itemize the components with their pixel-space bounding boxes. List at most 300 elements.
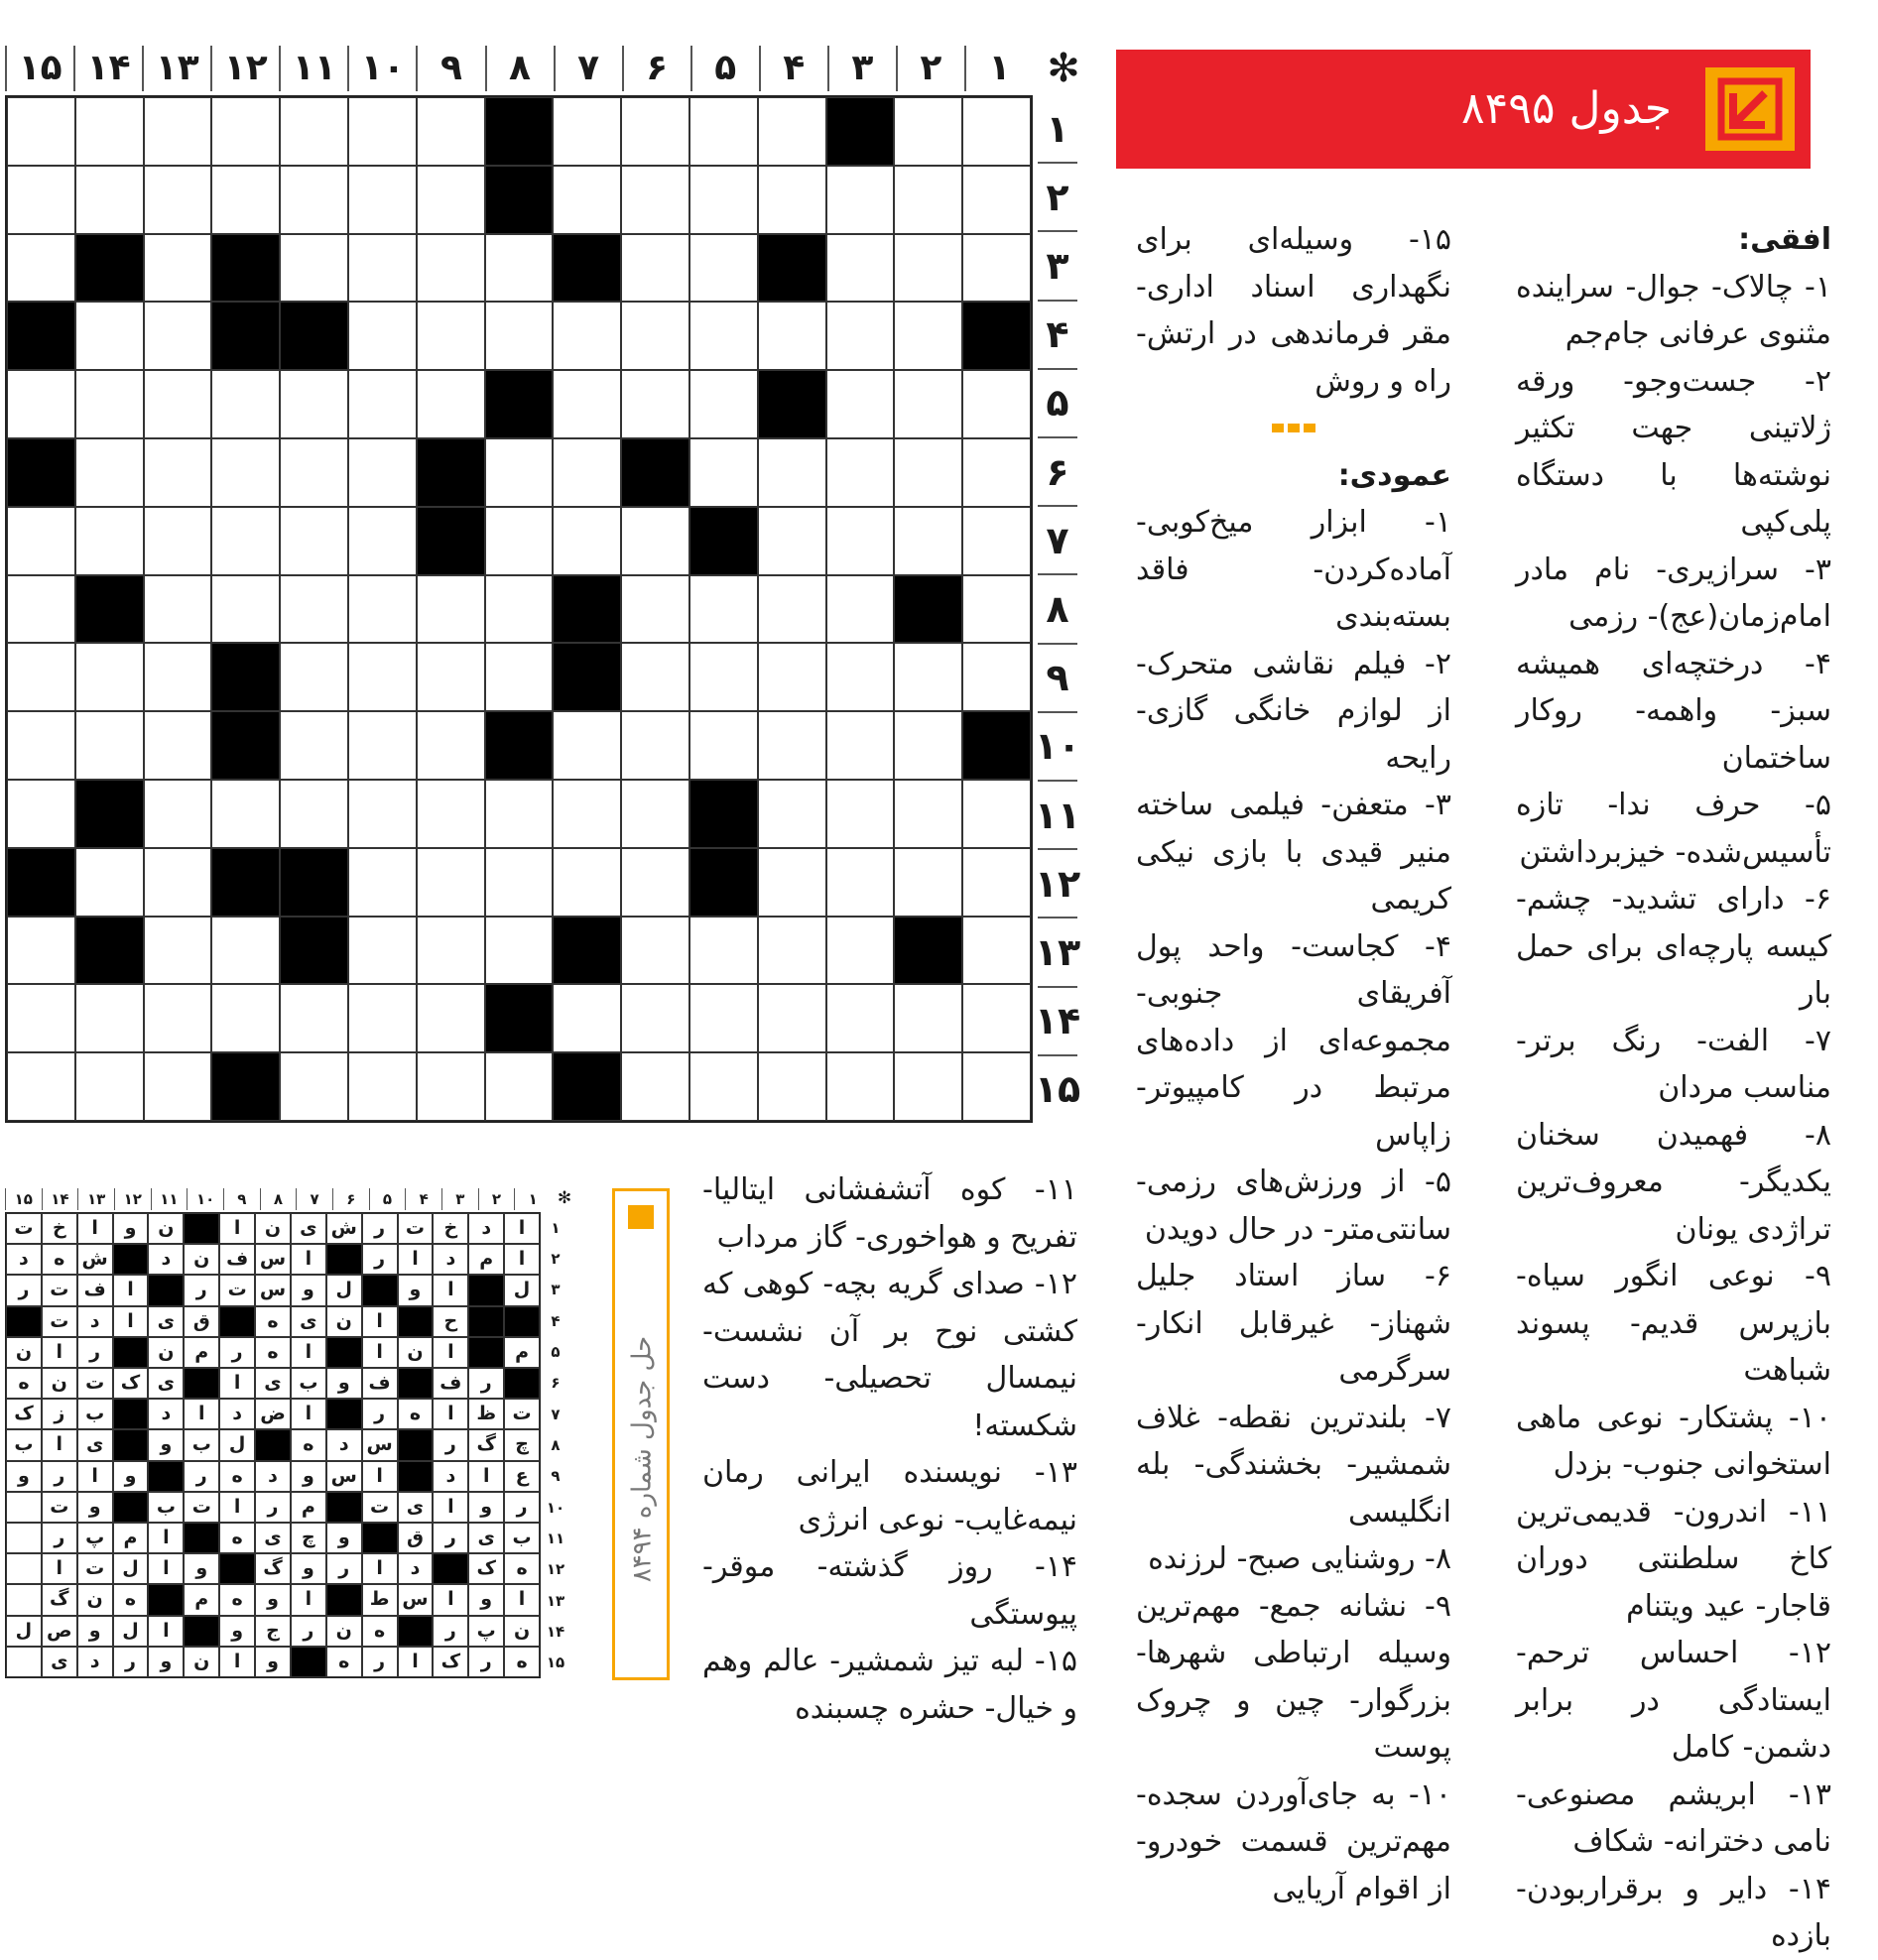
solution-letter: د: [433, 1461, 468, 1492]
answer-cell[interactable]: [621, 507, 689, 575]
solution-letter: ر: [362, 1213, 398, 1244]
answer-cell[interactable]: [211, 984, 280, 1052]
answer-cell[interactable]: [75, 984, 144, 1052]
solution-black-square: [148, 1275, 184, 1305]
solution-column-number: ۱۴: [42, 1188, 78, 1210]
answer-cell[interactable]: [962, 575, 1031, 644]
answer-cell[interactable]: [7, 370, 75, 438]
solution-row-number: ۲: [551, 1249, 561, 1268]
answer-cell[interactable]: [962, 97, 1031, 166]
answer-cell[interactable]: [144, 97, 212, 166]
answer-cell[interactable]: [348, 1052, 417, 1121]
answer-cell[interactable]: [894, 1052, 962, 1121]
answer-cell[interactable]: [144, 575, 212, 644]
solution-letter: [6, 1584, 42, 1615]
answer-cell[interactable]: [485, 438, 554, 507]
black-square: [485, 370, 554, 438]
across-clues: [1516, 216, 1831, 1960]
answer-cell[interactable]: [826, 234, 895, 303]
answer-cell[interactable]: [144, 370, 212, 438]
solution-letter: ض: [255, 1399, 291, 1429]
solution-letter: ی: [398, 1492, 434, 1523]
solution-letter: ت: [362, 1492, 398, 1523]
answer-cell[interactable]: [826, 711, 895, 780]
answer-cell[interactable]: [144, 780, 212, 848]
answer-cell[interactable]: [621, 575, 689, 644]
answer-cell[interactable]: [621, 780, 689, 848]
solution-letter: ر: [504, 1492, 540, 1523]
answer-cell[interactable]: [894, 302, 962, 370]
answer-cell[interactable]: [280, 643, 348, 711]
solution-black-square: [113, 1492, 149, 1523]
answer-cell[interactable]: [280, 166, 348, 234]
answer-cell[interactable]: [758, 97, 826, 166]
solution-letter: م: [113, 1523, 149, 1553]
answer-cell[interactable]: [280, 97, 348, 166]
answer-cell[interactable]: [962, 917, 1031, 985]
answer-cell[interactable]: [894, 234, 962, 303]
answer-cell[interactable]: [689, 711, 758, 780]
answer-cell[interactable]: [689, 166, 758, 234]
answer-cell[interactable]: [211, 97, 280, 166]
answer-cell[interactable]: [144, 711, 212, 780]
answer-cell[interactable]: [7, 507, 75, 575]
answer-cell[interactable]: [7, 234, 75, 303]
answer-cell[interactable]: [962, 984, 1031, 1052]
answer-cell[interactable]: [280, 575, 348, 644]
across-clue: ۱- چالاک- جوال- سراینده مثنوی عرفانی جام‌جم: [1516, 269, 1831, 351]
answer-cell[interactable]: [689, 370, 758, 438]
answer-cell[interactable]: [485, 643, 554, 711]
solution-letter: و: [113, 1213, 149, 1244]
solution-letter: ا: [433, 1492, 468, 1523]
solution-letter: ق: [398, 1523, 434, 1553]
answer-cell[interactable]: [75, 711, 144, 780]
across-clue: ۷- الفت- رنگ برتر- مناسب مردان: [1516, 1023, 1831, 1105]
answer-cell[interactable]: [417, 643, 485, 711]
answer-cell[interactable]: [7, 780, 75, 848]
solution-letter: ا: [113, 1306, 149, 1337]
answer-cell[interactable]: [348, 711, 417, 780]
solution-letter: ب: [148, 1492, 184, 1523]
answer-cell[interactable]: [758, 302, 826, 370]
solution-column-number: ۱۱: [151, 1188, 188, 1210]
answer-cell[interactable]: [621, 166, 689, 234]
answer-cell[interactable]: [7, 575, 75, 644]
answer-cell[interactable]: [826, 166, 895, 234]
answer-cell[interactable]: [75, 370, 144, 438]
answer-cell[interactable]: [758, 1052, 826, 1121]
solution-letter: ج: [255, 1616, 291, 1647]
answer-cell[interactable]: [144, 1052, 212, 1121]
answer-cell[interactable]: [894, 643, 962, 711]
answer-cell[interactable]: [485, 507, 554, 575]
answer-cell[interactable]: [894, 370, 962, 438]
answer-cell[interactable]: [7, 984, 75, 1052]
solution-black-square: [113, 1337, 149, 1368]
answer-cell[interactable]: [348, 848, 417, 917]
solution-column-number: ۶: [332, 1188, 369, 1210]
answer-cell[interactable]: [962, 643, 1031, 711]
answer-cell[interactable]: [144, 166, 212, 234]
answer-cell[interactable]: [758, 166, 826, 234]
answer-cell[interactable]: [280, 711, 348, 780]
down-clue: ۸- روشنایی صبح- لرزنده: [1148, 1541, 1451, 1576]
answer-cell[interactable]: [894, 984, 962, 1052]
solution-letter: س: [326, 1461, 362, 1492]
answer-cell[interactable]: [348, 643, 417, 711]
solution-letter: ا: [77, 1213, 113, 1244]
answer-cell[interactable]: [280, 234, 348, 303]
answer-cell[interactable]: [826, 1052, 895, 1121]
answer-cell[interactable]: [280, 984, 348, 1052]
solution-letter: س: [255, 1275, 291, 1305]
row-number: ۹: [1038, 643, 1077, 711]
solution-row-number: ۹: [551, 1467, 561, 1486]
answer-cell[interactable]: [144, 507, 212, 575]
answer-cell[interactable]: [894, 848, 962, 917]
answer-cell[interactable]: [144, 917, 212, 985]
answer-cell[interactable]: [826, 848, 895, 917]
answer-cell[interactable]: [485, 575, 554, 644]
solution-letter: و: [468, 1492, 504, 1523]
solution-label: حل جدول شماره ۸۴۹۴: [627, 1335, 657, 1583]
answer-cell[interactable]: [962, 370, 1031, 438]
solution-column-number: ۱۵: [5, 1188, 42, 1210]
row-number: ۱۰: [1038, 711, 1077, 780]
solution-letter: ا: [504, 1213, 540, 1244]
answer-cell[interactable]: [417, 848, 485, 917]
corner-arrow-small-icon: [628, 1205, 654, 1229]
answer-cell[interactable]: [75, 643, 144, 711]
answer-cell[interactable]: [144, 848, 212, 917]
solution-letter: و: [148, 1647, 184, 1677]
answer-cell[interactable]: [144, 438, 212, 507]
row-number: ۵: [1038, 368, 1077, 436]
across-clue: ۶- دارای تشدید- چشم- کیسه پارچه‌ای برای حمل بار: [1516, 882, 1831, 1011]
solution-letter: ر: [77, 1337, 113, 1368]
solution-letter: م: [504, 1337, 540, 1368]
answer-cell[interactable]: [485, 1052, 554, 1121]
solution-letter: ع: [504, 1461, 540, 1492]
answer-cell[interactable]: [621, 643, 689, 711]
solution-black-square: [504, 1306, 540, 1337]
down-clue: ۷- بلندترین نقطه- غلاف شمشیر- بخشندگی- بله انگلیسی: [1136, 1400, 1451, 1530]
answer-cell[interactable]: [75, 302, 144, 370]
answer-cell[interactable]: [894, 711, 962, 780]
solution-letter: ش: [77, 1244, 113, 1275]
answer-cell[interactable]: [553, 438, 621, 507]
answer-cell[interactable]: [758, 848, 826, 917]
solution-letter: ا: [219, 1213, 255, 1244]
answer-cell[interactable]: [894, 507, 962, 575]
answer-cell[interactable]: [7, 643, 75, 711]
black-square: [211, 302, 280, 370]
answer-cell[interactable]: [553, 848, 621, 917]
solution-black-square: [113, 1429, 149, 1460]
answer-cell[interactable]: [894, 780, 962, 848]
solution-letter: و: [255, 1584, 291, 1615]
answer-cell[interactable]: [211, 370, 280, 438]
answer-cell[interactable]: [962, 848, 1031, 917]
solution-letter: ی: [291, 1306, 326, 1337]
answer-cell[interactable]: [280, 780, 348, 848]
solution-letter: و: [77, 1616, 113, 1647]
answer-cell[interactable]: [758, 438, 826, 507]
answer-cell[interactable]: [962, 780, 1031, 848]
solution-letter: و: [255, 1647, 291, 1677]
answer-cell[interactable]: [7, 1052, 75, 1121]
down-clue: ۱۵- لبه تیز شمشیر- عالم وهم و خیال- حشره چسبنده: [702, 1644, 1077, 1726]
answer-cell[interactable]: [962, 438, 1031, 507]
answer-cell[interactable]: [758, 917, 826, 985]
answer-cell[interactable]: [348, 370, 417, 438]
answer-cell[interactable]: [348, 97, 417, 166]
answer-cell[interactable]: [826, 370, 895, 438]
answer-cell[interactable]: [689, 302, 758, 370]
answer-cell[interactable]: [280, 438, 348, 507]
answer-cell[interactable]: [621, 370, 689, 438]
answer-cell[interactable]: [75, 848, 144, 917]
answer-cell[interactable]: [553, 302, 621, 370]
answer-cell[interactable]: [417, 370, 485, 438]
solution-letter: ن: [6, 1337, 42, 1368]
answer-cell[interactable]: [621, 97, 689, 166]
answer-cell[interactable]: [621, 302, 689, 370]
answer-cell[interactable]: [75, 1052, 144, 1121]
solution-letter: ا: [433, 1275, 468, 1305]
answer-cell[interactable]: [348, 166, 417, 234]
title-bar: [1116, 50, 1811, 169]
answer-cell[interactable]: [417, 711, 485, 780]
answer-cell[interactable]: [826, 780, 895, 848]
solution-letter: ه: [42, 1244, 77, 1275]
answer-cell[interactable]: [689, 643, 758, 711]
solution-letter: ح: [433, 1306, 468, 1337]
answer-cell[interactable]: [826, 575, 895, 644]
answer-cell[interactable]: [689, 1052, 758, 1121]
answer-cell[interactable]: [280, 370, 348, 438]
answer-cell[interactable]: [144, 302, 212, 370]
solution-letter: د: [6, 1244, 42, 1275]
answer-cell[interactable]: [348, 780, 417, 848]
answer-cell[interactable]: [826, 984, 895, 1052]
answer-cell[interactable]: [75, 97, 144, 166]
answer-cell[interactable]: [485, 234, 554, 303]
answer-cell[interactable]: [621, 984, 689, 1052]
across-clue: ۴- درختچه‌ای همیشه سبز- واهمه- روکار ساختمان: [1516, 646, 1831, 776]
answer-cell[interactable]: [348, 507, 417, 575]
answer-cell[interactable]: [758, 711, 826, 780]
solution-column-number: ۹: [223, 1188, 260, 1210]
answer-cell[interactable]: [75, 507, 144, 575]
answer-cell[interactable]: [962, 1052, 1031, 1121]
answer-cell[interactable]: [75, 438, 144, 507]
solution-letter: ت: [184, 1492, 219, 1523]
answer-cell[interactable]: [348, 575, 417, 644]
answer-cell[interactable]: [211, 917, 280, 985]
answer-cell[interactable]: [894, 166, 962, 234]
answer-cell[interactable]: [758, 643, 826, 711]
answer-cell[interactable]: [7, 97, 75, 166]
answer-cell[interactable]: [485, 917, 554, 985]
black-square: [211, 1052, 280, 1121]
answer-cell[interactable]: [894, 97, 962, 166]
solution-row-number: ۱۳: [546, 1591, 565, 1610]
answer-cell[interactable]: [348, 302, 417, 370]
solution-column-number: ۱۳: [77, 1188, 114, 1210]
solution-letter: د: [255, 1461, 291, 1492]
answer-cell[interactable]: [621, 1052, 689, 1121]
solution-letter: [6, 1553, 42, 1584]
answer-cell[interactable]: [417, 780, 485, 848]
answer-cell[interactable]: [758, 780, 826, 848]
solution-black-square: [398, 1306, 434, 1337]
answer-cell[interactable]: [417, 97, 485, 166]
black-square: [553, 643, 621, 711]
answer-cell[interactable]: [7, 166, 75, 234]
solution-letter: د: [148, 1399, 184, 1429]
crossword-grid: [5, 95, 1033, 1123]
answer-cell[interactable]: [211, 575, 280, 644]
solution-letter: ه: [6, 1368, 42, 1399]
answer-cell[interactable]: [758, 984, 826, 1052]
solution-letter: ب: [291, 1368, 326, 1399]
answer-cell[interactable]: [348, 234, 417, 303]
black-square: [894, 917, 962, 985]
answer-cell[interactable]: [894, 438, 962, 507]
answer-cell[interactable]: [417, 166, 485, 234]
answer-cell[interactable]: [417, 917, 485, 985]
answer-cell[interactable]: [962, 234, 1031, 303]
solution-letter: ت: [42, 1492, 77, 1523]
column-number: ۲: [896, 46, 964, 91]
answer-cell[interactable]: [485, 302, 554, 370]
answer-cell[interactable]: [348, 438, 417, 507]
black-square: [280, 848, 348, 917]
solution-letter: ا: [398, 1647, 434, 1677]
answer-cell[interactable]: [553, 780, 621, 848]
solution-letter: و: [291, 1275, 326, 1305]
solution-letter: گ: [468, 1429, 504, 1460]
answer-cell[interactable]: [348, 984, 417, 1052]
answer-cell[interactable]: [826, 643, 895, 711]
answer-cell[interactable]: [144, 643, 212, 711]
answer-cell[interactable]: [417, 984, 485, 1052]
black-square: [485, 711, 554, 780]
answer-cell[interactable]: [689, 575, 758, 644]
answer-cell[interactable]: [348, 917, 417, 985]
solution-black-square: [433, 1553, 468, 1584]
solution-letter: ا: [362, 1553, 398, 1584]
answer-cell[interactable]: [417, 1052, 485, 1121]
answer-cell[interactable]: [621, 711, 689, 780]
solution-column-number: ۵: [369, 1188, 406, 1210]
answer-cell[interactable]: [621, 234, 689, 303]
answer-cell[interactable]: [621, 848, 689, 917]
solution-column-numbers: [5, 1188, 572, 1210]
solution-letter: ر: [362, 1244, 398, 1275]
answer-cell[interactable]: [75, 166, 144, 234]
answer-cell[interactable]: [485, 848, 554, 917]
answer-cell[interactable]: [485, 780, 554, 848]
solution-letter: ر: [184, 1461, 219, 1492]
answer-cell[interactable]: [689, 438, 758, 507]
solution-letter: س: [255, 1244, 291, 1275]
answer-cell[interactable]: [826, 438, 895, 507]
answer-cell[interactable]: [7, 917, 75, 985]
answer-cell[interactable]: [553, 507, 621, 575]
row-number: ۱۴: [1038, 986, 1077, 1054]
answer-cell[interactable]: [211, 166, 280, 234]
page-title: جدول ۸۴۹۵: [1460, 83, 1672, 134]
solution-letter: س: [398, 1584, 434, 1615]
answer-cell[interactable]: [417, 575, 485, 644]
answer-cell[interactable]: [553, 984, 621, 1052]
answer-cell[interactable]: [553, 370, 621, 438]
answer-cell[interactable]: [211, 780, 280, 848]
answer-cell[interactable]: [417, 302, 485, 370]
down-heading: عمودی:: [1337, 457, 1451, 493]
answer-cell[interactable]: [211, 438, 280, 507]
solution-black-square: [398, 1616, 434, 1647]
answer-cell[interactable]: [7, 711, 75, 780]
answer-cell[interactable]: [280, 1052, 348, 1121]
answer-cell[interactable]: [826, 917, 895, 985]
answer-cell[interactable]: [211, 507, 280, 575]
solution-letter: و: [184, 1553, 219, 1584]
answer-cell[interactable]: [689, 984, 758, 1052]
answer-cell[interactable]: [144, 234, 212, 303]
solution-letter: و: [113, 1461, 149, 1492]
solution-letter: ت: [42, 1306, 77, 1337]
answer-cell[interactable]: [826, 302, 895, 370]
solution-letter: ر: [255, 1492, 291, 1523]
across-clue: ۸- فهمیدن سخنان یکدیگر- معروف‌ترین تراژدی یونان: [1516, 1117, 1831, 1247]
answer-cell[interactable]: [826, 507, 895, 575]
answer-cell[interactable]: [689, 97, 758, 166]
solution-letter: ش: [326, 1213, 362, 1244]
answer-cell[interactable]: [553, 166, 621, 234]
black-square: [689, 780, 758, 848]
solution-letter: ز: [42, 1399, 77, 1429]
answer-cell[interactable]: [758, 507, 826, 575]
answer-cell[interactable]: [962, 166, 1031, 234]
solution-letter: ا: [113, 1275, 149, 1305]
solution-letter: ا: [362, 1461, 398, 1492]
answer-cell[interactable]: [689, 234, 758, 303]
answer-cell[interactable]: [962, 507, 1031, 575]
black-square: [211, 643, 280, 711]
answer-cell[interactable]: [621, 917, 689, 985]
solution-letter: ن: [255, 1213, 291, 1244]
answer-cell[interactable]: [144, 984, 212, 1052]
answer-cell[interactable]: [758, 575, 826, 644]
solution-black-square: [362, 1523, 398, 1553]
answer-cell[interactable]: [280, 507, 348, 575]
solution-black-square: [398, 1368, 434, 1399]
answer-cell[interactable]: [689, 917, 758, 985]
column-number: ۷: [554, 46, 622, 91]
answer-cell[interactable]: [553, 711, 621, 780]
answer-cell[interactable]: [417, 234, 485, 303]
solution-letter: ا: [433, 1337, 468, 1368]
solution-letter: ف: [433, 1368, 468, 1399]
answer-cell[interactable]: [553, 97, 621, 166]
solution-letter: ا: [219, 1492, 255, 1523]
solution-letter: ل: [504, 1275, 540, 1305]
solution-letter: ر: [113, 1647, 149, 1677]
